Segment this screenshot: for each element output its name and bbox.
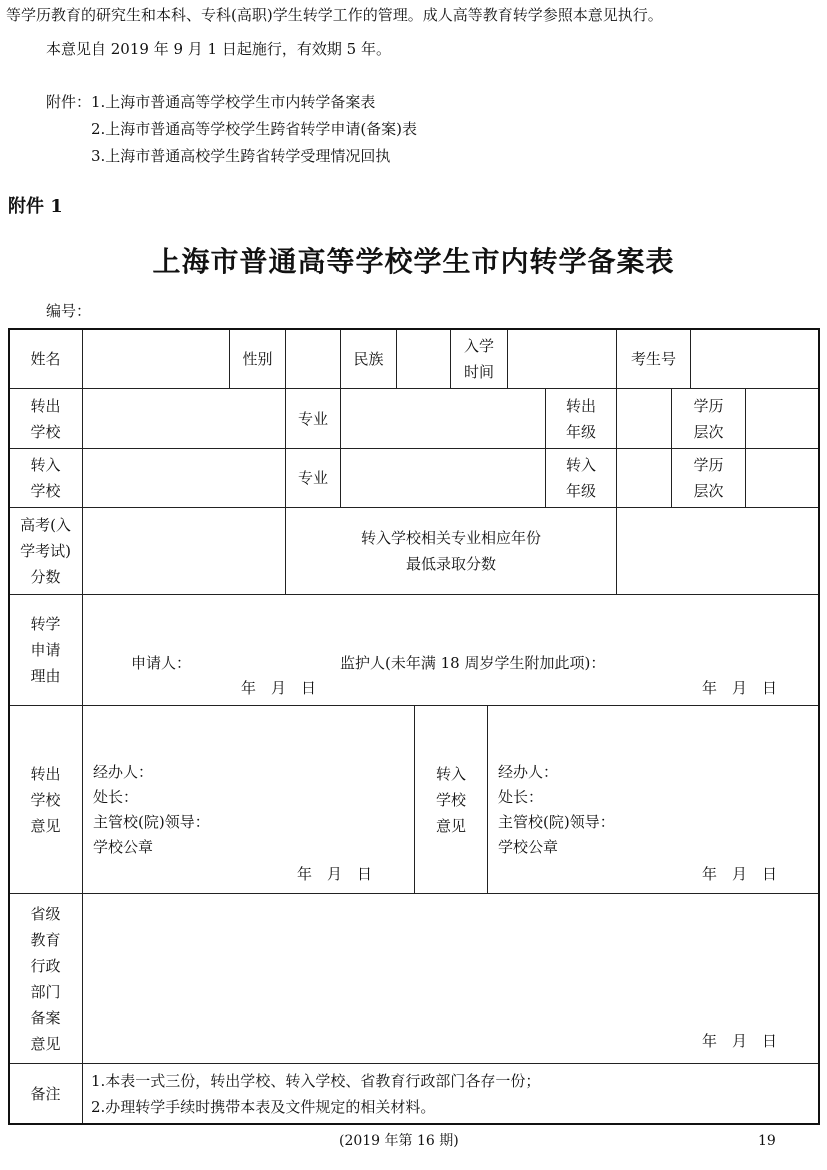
applicant-label: 申请人： [131, 654, 192, 672]
out-edu-level-field[interactable] [745, 388, 820, 449]
out-major-field[interactable] [340, 388, 546, 449]
in-opinion-label: 转入 学校 意见 [414, 705, 488, 894]
in-opinion-date: 年 月 日 [702, 865, 778, 883]
in-school-field[interactable] [82, 448, 286, 508]
attachment-1: 1.上海市普通高等学校学生市内转学备案表 [91, 93, 376, 111]
in-major-field[interactable] [340, 448, 546, 508]
intro-line-1: 等学历教育的研究生和本科、专科(高职)学生转学工作的管理。成人高等教育转学参照本意见执行。 [6, 6, 663, 24]
in-signatures: 经办人： 处长： 主管校(院)领导： 学校公章 [498, 763, 615, 856]
remark-1: 1.本表一式三份，转出学校、转入学校、省教育行政部门各存一份； [91, 1072, 541, 1090]
name-label: 姓名 [8, 328, 83, 389]
in-grade-label: 转入 年级 [545, 448, 617, 508]
out-opinion-label: 转出 学校 意见 [8, 705, 83, 894]
in-edu-level-label: 学历 层次 [671, 448, 746, 508]
out-opinion-date: 年 月 日 [297, 865, 373, 883]
min-score-field[interactable] [616, 507, 820, 595]
out-edu-level-label: 学历 层次 [671, 388, 746, 449]
province-opinion-label: 省级 教育 行政 部门 备案 意见 [8, 893, 83, 1064]
enroll-time-label: 入学 时间 [450, 328, 508, 389]
form-title: 上海市普通高等学校学生市内转学备案表 [152, 245, 675, 278]
reason-label: 转学 申请 理由 [8, 594, 83, 706]
attachments-label: 附件： [46, 93, 92, 111]
guardian-date: 年 月 日 [702, 679, 778, 697]
in-edu-level-field[interactable] [745, 448, 820, 508]
remark-2: 2.办理转学手续时携带本表及文件规定的相关材料。 [91, 1098, 436, 1116]
gaokao-score-field[interactable] [82, 507, 286, 595]
out-grade-field[interactable] [616, 388, 672, 449]
out-school-label: 转出 学校 [8, 388, 83, 449]
appendix-label: 附件 1 [8, 196, 63, 217]
issue-number: (2019 年第 16 期) [339, 1133, 459, 1149]
ethnicity-label: 民族 [340, 328, 397, 389]
gender-label: 性别 [229, 328, 286, 389]
min-score-label: 转入学校相关专业相应年份 最低录取分数 [285, 507, 617, 595]
number-label: 编号： [46, 302, 92, 320]
attachment-2: 2.上海市普通高等学校学生跨省转学申请(备案)表 [91, 120, 418, 138]
applicant-date: 年 月 日 [241, 679, 317, 697]
in-grade-field[interactable] [616, 448, 672, 508]
in-school-label: 转入 学校 [8, 448, 83, 508]
out-grade-label: 转出 年级 [545, 388, 617, 449]
exam-no-field[interactable] [690, 328, 820, 389]
out-major-label: 专业 [285, 388, 341, 449]
ethnicity-field[interactable] [396, 328, 451, 389]
name-field[interactable] [82, 328, 230, 389]
province-date: 年 月 日 [702, 1032, 778, 1050]
gender-field[interactable] [285, 328, 341, 389]
intro-line-2: 本意见自 2019 年 9 月 1 日起施行，有效期 5 年。 [46, 40, 391, 58]
attachment-3: 3.上海市普通高校学生跨省转学受理情况回执 [91, 147, 391, 165]
out-signatures: 经办人： 处长： 主管校(院)领导： 学校公章 [93, 763, 210, 856]
gaokao-score-label: 高考(入 学考试) 分数 [8, 507, 83, 595]
page-number: 19 [758, 1133, 776, 1149]
exam-no-label: 考生号 [616, 328, 691, 389]
remark-label: 备注 [8, 1063, 83, 1125]
in-major-label: 专业 [285, 448, 341, 508]
guardian-label: 监护人(未年满 18 周岁学生附加此项)： [340, 654, 606, 672]
out-school-field[interactable] [82, 388, 286, 449]
enroll-time-field[interactable] [507, 328, 617, 389]
